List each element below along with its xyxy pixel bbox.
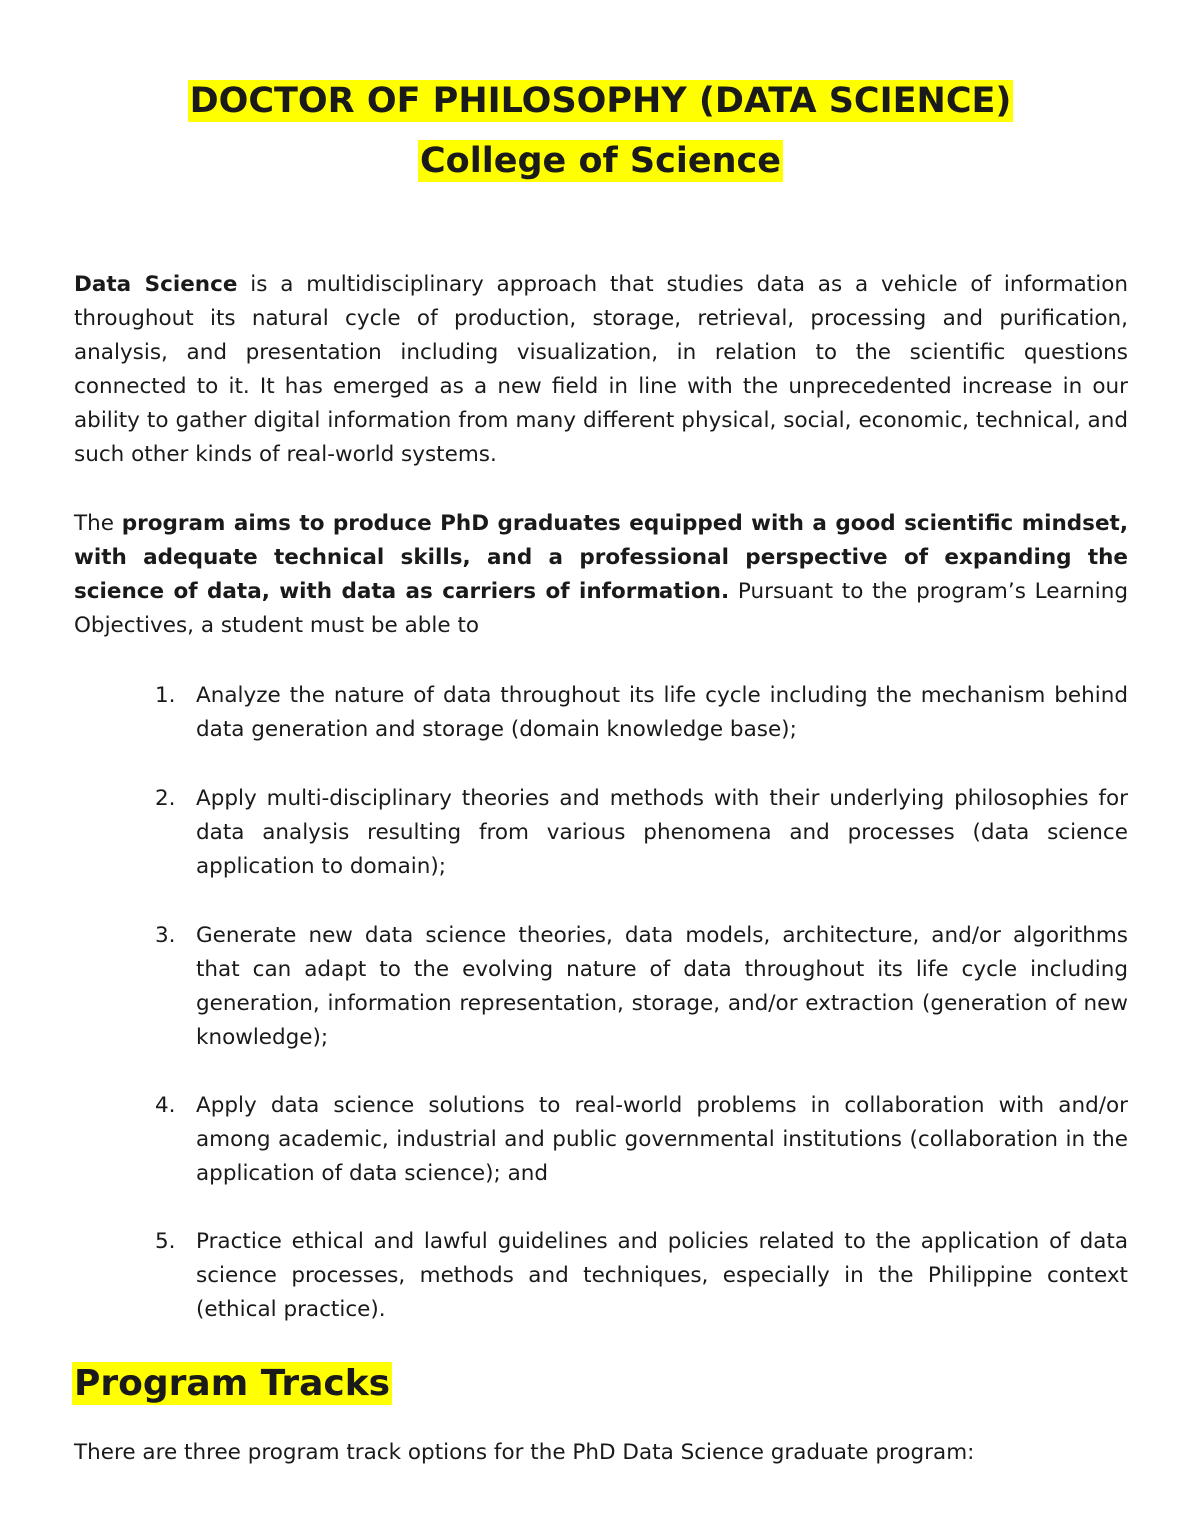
- objective-number: 3.: [155, 923, 176, 948]
- objective-item: [155, 919, 1128, 1055]
- objective-text: Apply data science solutions to real-world problems in collaboration with and/or among academic, industrial and public governmental institutions (collaboration in the application of data science); and: [196, 1093, 1128, 1186]
- aims-paragraph: [74, 507, 1128, 643]
- program-tracks-heading-text: Program Tracks: [74, 1363, 391, 1404]
- aims-bold: program aims to produce PhD graduates equipped with a good scientific mindset, with adequate technical skills, and a professional perspective of expanding the science of data, with data as carriers of information.: [74, 511, 1128, 604]
- program-tracks-text: There are three program track options for the PhD Data Science graduate program:: [74, 1440, 975, 1465]
- objective-item: [155, 679, 1128, 747]
- objective-text: Generate new data science theories, data models, architecture, and/or algorithms that can adapt to the evolving nature of data throughout its life cycle including generation, information representation, storage, and/or extraction (generation of new knowledge);: [196, 923, 1128, 1050]
- objective-text: Apply multi-disciplinary theories and methods with their underlying philosophies for data analysis resulting from various phenomena and processes (data science application to domain);: [196, 786, 1128, 879]
- objective-text: Practice ethical and lawful guidelines and policies related to the application of data science processes, methods and techniques, especially in the Philippine context (ethical practice).: [196, 1229, 1128, 1322]
- intro-text: is a multidisciplinary approach that studies data as a vehicle of information throughout its natural cycle of production, storage, retrieval, processing and purification, analysis, and presentation including visualization, in relation to the scientific questions connected to it. It has emerged as a new field in line with the unprecedented increase in our ability to gather digital information from many different physical, social, economic, technical, and such other kinds of real-world systems.: [74, 272, 1128, 467]
- document-subtitle: [0, 140, 1201, 182]
- objective-number: 5.: [155, 1229, 176, 1254]
- objective-number: 1.: [155, 683, 176, 708]
- aims-suffix: Pursuant to the program’s Learning Objectives, a student must be able to: [74, 579, 1128, 638]
- objective-item: [155, 1089, 1128, 1191]
- intro-paragraph: [74, 268, 1128, 472]
- document-title-text: DOCTOR OF PHILOSOPHY (DATA SCIENCE): [189, 81, 1012, 121]
- document-title: [0, 80, 1201, 122]
- objective-item: [155, 782, 1128, 884]
- objective-item: [155, 1225, 1128, 1327]
- program-tracks-heading: [72, 1362, 392, 1405]
- aims-prefix: The: [74, 511, 122, 536]
- objective-text: Analyze the nature of data throughout its life cycle including the mechanism behind data generation and storage (domain knowledge base);: [196, 683, 1128, 742]
- objective-number: 2.: [155, 786, 176, 811]
- intro-term: Data Science: [74, 272, 238, 297]
- document-subtitle-text: College of Science: [420, 141, 781, 181]
- objective-number: 4.: [155, 1093, 176, 1118]
